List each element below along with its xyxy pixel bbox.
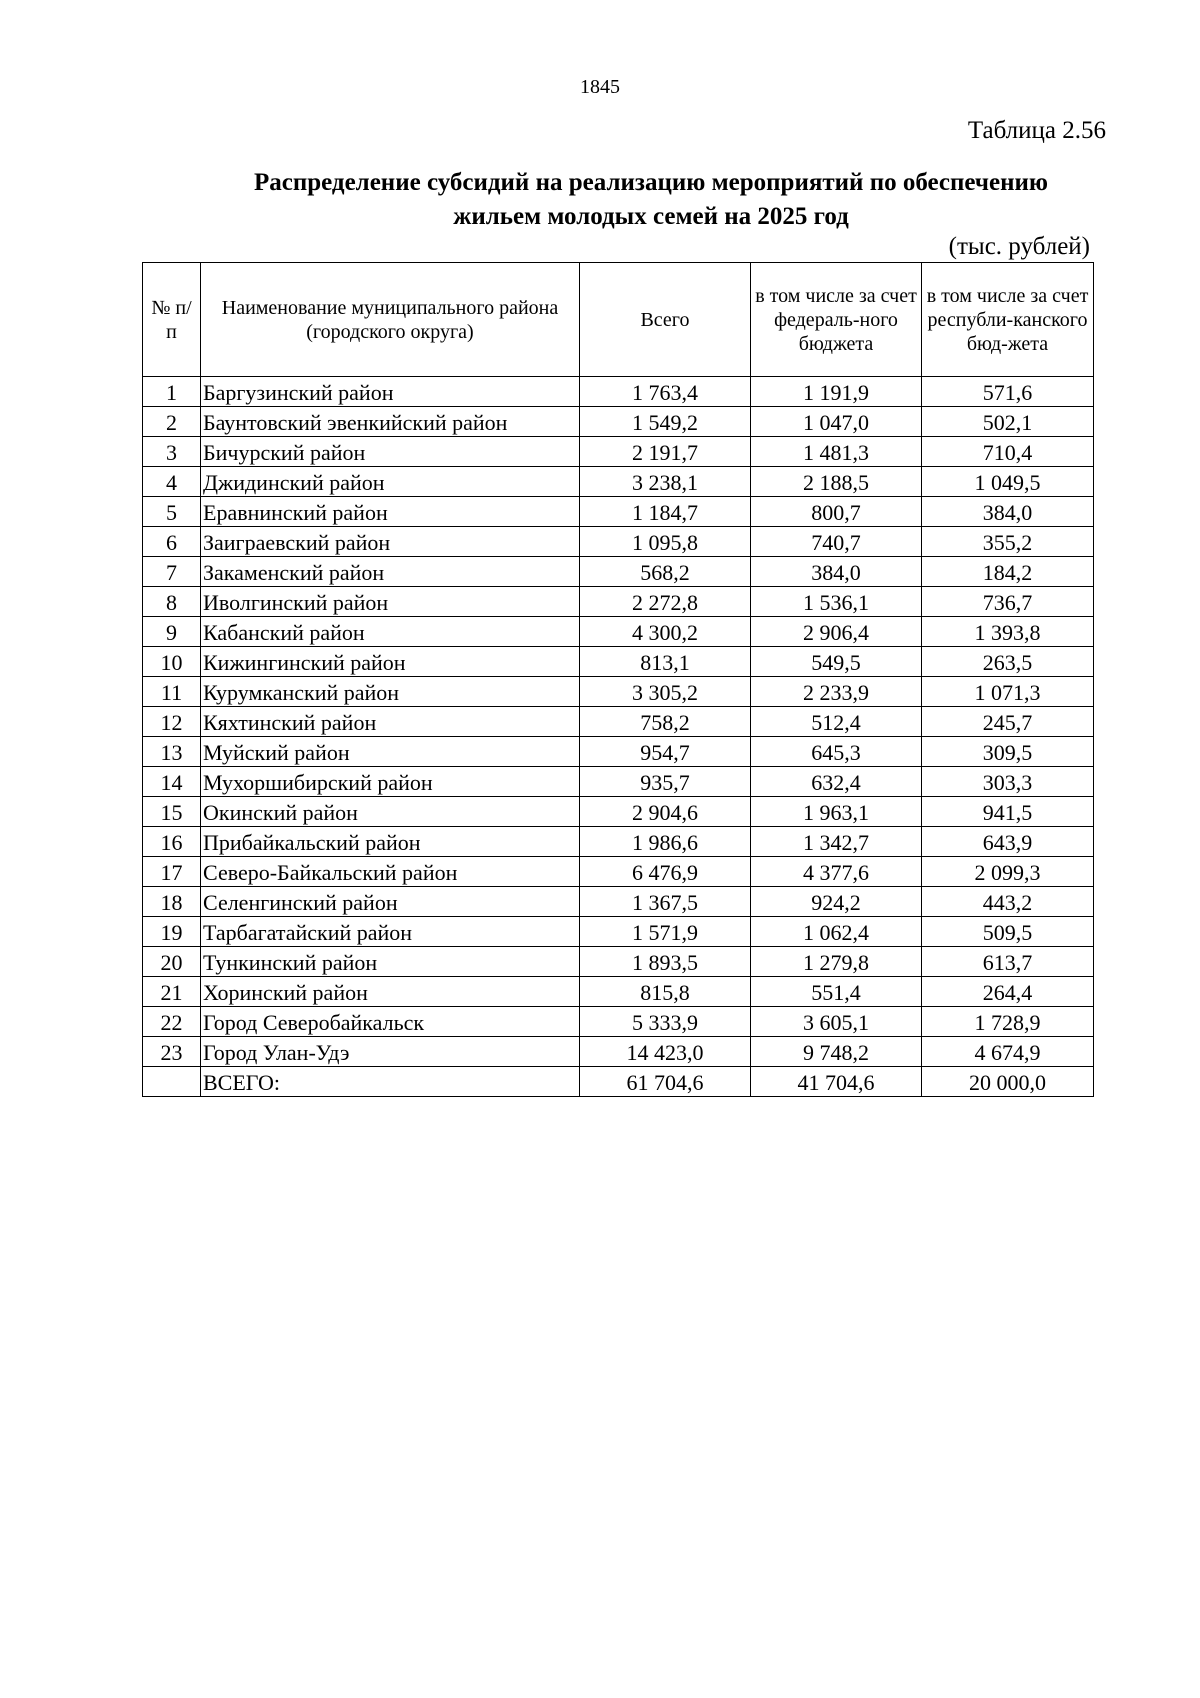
- cell-federal: 1 062,4: [751, 917, 922, 947]
- cell-total: 6 476,9: [580, 857, 751, 887]
- cell-total: 14 423,0: [580, 1037, 751, 1067]
- cell-num: 3: [143, 437, 201, 467]
- cell-republic: 1 071,3: [922, 677, 1094, 707]
- header-name: Наименование муниципального района (городского округа): [201, 263, 580, 377]
- cell-total: 1 763,4: [580, 377, 751, 407]
- cell-republic: 571,6: [922, 377, 1094, 407]
- subsidy-table: [142, 262, 1094, 1097]
- cell-total: 1 571,9: [580, 917, 751, 947]
- total-sum: 61 704,6: [580, 1067, 751, 1097]
- cell-name: Кижингинский район: [201, 647, 580, 677]
- cell-num: 13: [143, 737, 201, 767]
- cell-federal: 1 342,7: [751, 827, 922, 857]
- cell-name: Тункинский район: [201, 947, 580, 977]
- cell-num: 5: [143, 497, 201, 527]
- cell-name: Мухоршибирский район: [201, 767, 580, 797]
- cell-total: 3 238,1: [580, 467, 751, 497]
- cell-republic: 613,7: [922, 947, 1094, 977]
- cell-federal: 800,7: [751, 497, 922, 527]
- cell-name: Баргузинский район: [201, 377, 580, 407]
- cell-republic: 710,4: [922, 437, 1094, 467]
- cell-total: 1 893,5: [580, 947, 751, 977]
- table-row: [143, 557, 1094, 587]
- cell-total: 1 549,2: [580, 407, 751, 437]
- cell-num: 16: [143, 827, 201, 857]
- table-row: [143, 677, 1094, 707]
- cell-num: 1: [143, 377, 201, 407]
- cell-federal: 551,4: [751, 977, 922, 1007]
- cell-republic: 1 728,9: [922, 1007, 1094, 1037]
- table-row: [143, 707, 1094, 737]
- total-republic: 20 000,0: [922, 1067, 1094, 1097]
- cell-num: 7: [143, 557, 201, 587]
- cell-republic: 1 393,8: [922, 617, 1094, 647]
- cell-federal: 1 191,9: [751, 377, 922, 407]
- cell-name: Закаменский район: [201, 557, 580, 587]
- table-row: [143, 827, 1094, 857]
- table-row: [143, 947, 1094, 977]
- cell-total: 954,7: [580, 737, 751, 767]
- header-federal: в том числе за счет федераль-ного бюджета: [751, 263, 922, 377]
- cell-republic: 264,4: [922, 977, 1094, 1007]
- table-row: [143, 797, 1094, 827]
- cell-num: 10: [143, 647, 201, 677]
- cell-republic: 643,9: [922, 827, 1094, 857]
- table-row: [143, 857, 1094, 887]
- header-total: Всего: [580, 263, 751, 377]
- cell-total: 1 184,7: [580, 497, 751, 527]
- cell-republic: 1 049,5: [922, 467, 1094, 497]
- cell-federal: 2 906,4: [751, 617, 922, 647]
- cell-total: 1 367,5: [580, 887, 751, 917]
- cell-total: 815,8: [580, 977, 751, 1007]
- table-row: [143, 377, 1094, 407]
- cell-name: Кяхтинский район: [201, 707, 580, 737]
- cell-name: Прибайкальский район: [201, 827, 580, 857]
- cell-federal: 1 481,3: [751, 437, 922, 467]
- cell-name: Еравнинский район: [201, 497, 580, 527]
- cell-total: 5 333,9: [580, 1007, 751, 1037]
- cell-name: Джидинский район: [201, 467, 580, 497]
- cell-name: Иволгинский район: [201, 587, 580, 617]
- cell-total: 2 272,8: [580, 587, 751, 617]
- cell-name: Кабанский район: [201, 617, 580, 647]
- table-row: [143, 617, 1094, 647]
- cell-republic: 509,5: [922, 917, 1094, 947]
- cell-federal: 549,5: [751, 647, 922, 677]
- cell-name: Город Северобайкальск: [201, 1007, 580, 1037]
- cell-num: 6: [143, 527, 201, 557]
- cell-num: 21: [143, 977, 201, 1007]
- cell-num: 23: [143, 1037, 201, 1067]
- cell-name: Окинский район: [201, 797, 580, 827]
- cell-federal: 1 047,0: [751, 407, 922, 437]
- cell-federal: 2 233,9: [751, 677, 922, 707]
- total-num: [143, 1067, 201, 1097]
- cell-name: Хоринский район: [201, 977, 580, 1007]
- cell-republic: 309,5: [922, 737, 1094, 767]
- table-header: [143, 263, 1094, 377]
- cell-republic: 245,7: [922, 707, 1094, 737]
- cell-name: Заиграевский район: [201, 527, 580, 557]
- cell-total: 4 300,2: [580, 617, 751, 647]
- cell-total: 1 986,6: [580, 827, 751, 857]
- table-row: [143, 647, 1094, 677]
- title-line-1: Распределение субсидий на реализацию мероприятий по обеспечению: [253, 169, 1049, 196]
- cell-total: 2 904,6: [580, 797, 751, 827]
- cell-num: 19: [143, 917, 201, 947]
- cell-name: Северо-Байкальский район: [201, 857, 580, 887]
- cell-republic: 384,0: [922, 497, 1094, 527]
- cell-num: 17: [143, 857, 201, 887]
- cell-total: 813,1: [580, 647, 751, 677]
- cell-num: 20: [143, 947, 201, 977]
- cell-federal: 1 279,8: [751, 947, 922, 977]
- cell-federal: 924,2: [751, 887, 922, 917]
- cell-name: Город Улан-Удэ: [201, 1037, 580, 1067]
- cell-republic: 303,3: [922, 767, 1094, 797]
- cell-republic: 4 674,9: [922, 1037, 1094, 1067]
- title-line-2: жильем молодых семей на 2025 год: [453, 203, 849, 230]
- cell-federal: 4 377,6: [751, 857, 922, 887]
- cell-num: 9: [143, 617, 201, 647]
- cell-federal: 645,3: [751, 737, 922, 767]
- cell-name: Баунтовский эвенкийский район: [201, 407, 580, 437]
- table-label: Таблица 2.56: [967, 117, 1106, 144]
- table-row: [143, 497, 1094, 527]
- cell-republic: 355,2: [922, 527, 1094, 557]
- cell-federal: 3 605,1: [751, 1007, 922, 1037]
- cell-num: 18: [143, 887, 201, 917]
- table-row: [143, 587, 1094, 617]
- cell-total: 758,2: [580, 707, 751, 737]
- table-row: [143, 1007, 1094, 1037]
- cell-name: Курумканский район: [201, 677, 580, 707]
- cell-federal: 1 536,1: [751, 587, 922, 617]
- table-row: [143, 467, 1094, 497]
- cell-federal: 384,0: [751, 557, 922, 587]
- document-title: [180, 166, 1122, 234]
- table-row: [143, 737, 1094, 767]
- cell-num: 2: [143, 407, 201, 437]
- cell-federal: 2 188,5: [751, 467, 922, 497]
- cell-federal: 1 963,1: [751, 797, 922, 827]
- table-row: [143, 437, 1094, 467]
- cell-total: 1 095,8: [580, 527, 751, 557]
- cell-federal: 740,7: [751, 527, 922, 557]
- table-row: [143, 917, 1094, 947]
- table-row: [143, 767, 1094, 797]
- cell-federal: 9 748,2: [751, 1037, 922, 1067]
- cell-num: 4: [143, 467, 201, 497]
- cell-republic: 263,5: [922, 647, 1094, 677]
- cell-total: 3 305,2: [580, 677, 751, 707]
- page-number: 1845: [580, 76, 620, 98]
- cell-num: 11: [143, 677, 201, 707]
- cell-num: 12: [143, 707, 201, 737]
- table-row: [143, 1037, 1094, 1067]
- header-republic: в том числе за счет республи-канского бюд-жета: [922, 263, 1094, 377]
- cell-name: Тарбагатайский район: [201, 917, 580, 947]
- table-row: [143, 407, 1094, 437]
- cell-num: 15: [143, 797, 201, 827]
- header-row: [143, 263, 1094, 377]
- cell-name: Муйский район: [201, 737, 580, 767]
- cell-republic: 736,7: [922, 587, 1094, 617]
- table-row: [143, 527, 1094, 557]
- table-row: [143, 977, 1094, 1007]
- cell-num: 22: [143, 1007, 201, 1037]
- table-body: [143, 377, 1094, 1097]
- cell-num: 14: [143, 767, 201, 797]
- cell-total: 568,2: [580, 557, 751, 587]
- units-label: (тыс. рублей): [948, 233, 1090, 260]
- cell-federal: 512,4: [751, 707, 922, 737]
- cell-federal: 632,4: [751, 767, 922, 797]
- cell-republic: 941,5: [922, 797, 1094, 827]
- header-num: № п/п: [143, 263, 201, 377]
- cell-total: 2 191,7: [580, 437, 751, 467]
- total-row: [143, 1067, 1094, 1097]
- cell-republic: 184,2: [922, 557, 1094, 587]
- table-row: [143, 887, 1094, 917]
- cell-name: Бичурский район: [201, 437, 580, 467]
- cell-republic: 443,2: [922, 887, 1094, 917]
- cell-num: 8: [143, 587, 201, 617]
- cell-republic: 2 099,3: [922, 857, 1094, 887]
- total-label: ВСЕГО:: [201, 1067, 580, 1097]
- cell-republic: 502,1: [922, 407, 1094, 437]
- total-federal: 41 704,6: [751, 1067, 922, 1097]
- cell-total: 935,7: [580, 767, 751, 797]
- cell-name: Селенгинский район: [201, 887, 580, 917]
